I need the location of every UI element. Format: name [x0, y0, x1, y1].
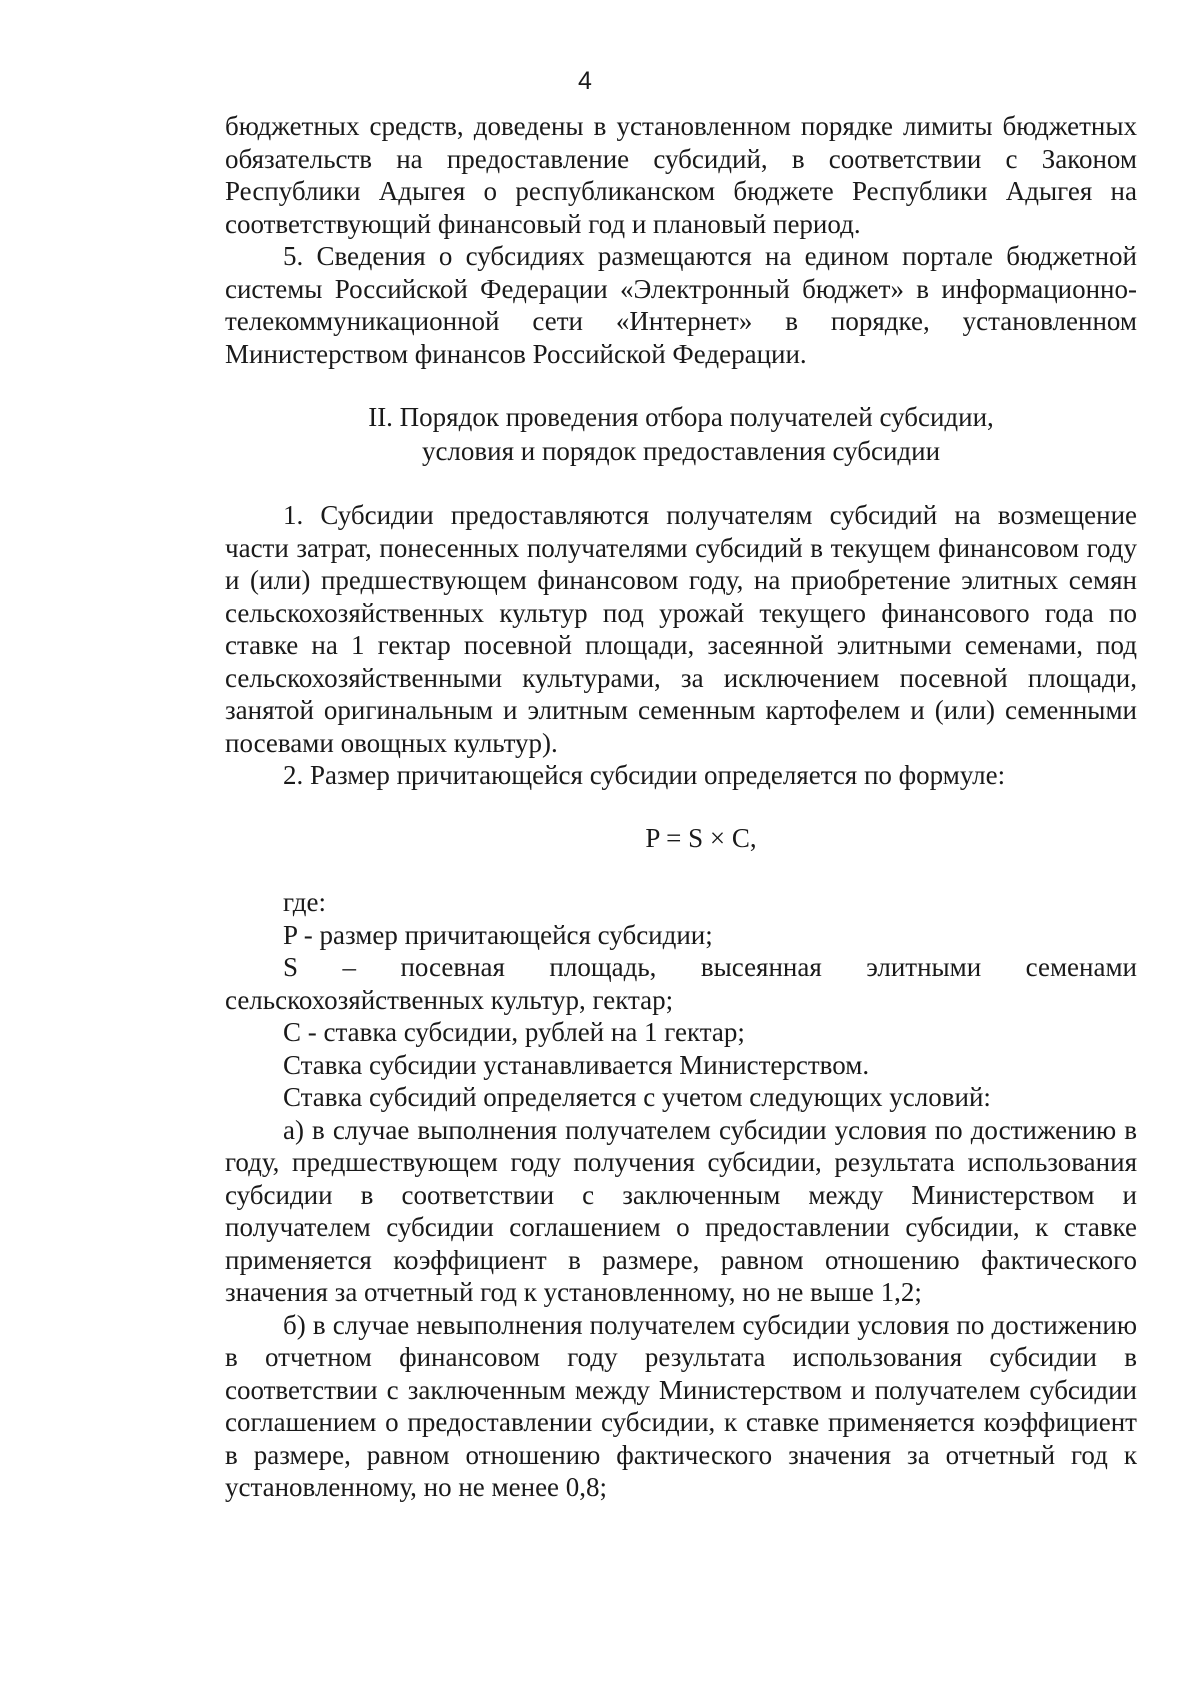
- definition-s-word: S: [283, 952, 299, 982]
- page-number: 4: [578, 67, 592, 95]
- section-paragraph-2: 2. Размер причитающейся субсидии определяется по формуле:: [283, 760, 1006, 790]
- section-heading-line-1: II. Порядок проведения отбора получателей субсидии,: [368, 402, 994, 432]
- definition-s-continuation: сельскохозяйственных культур, гектар;: [225, 984, 674, 1015]
- definition-s-word: семенами: [1025, 952, 1137, 982]
- document-body: [225, 110, 1137, 1504]
- section-heading-line-2: условия и порядок предоставления субсидии: [421, 436, 941, 466]
- definitions-where: где:: [283, 887, 326, 917]
- section-paragraph-1: 1. Субсидии предоставляются получателям субсидий на возмещение части затрат, понесенных получателями субсидий в текущем финансовом году и (или) предшествующем финансовом году, на приобретение элитных семян сельскохозяйственных культур под урожай текущего финансового года по ставке на 1 гектар посевной площади, засеянной элитными семенами, под сельскохозяйственными культурами, за исключением посевной площади, занятой оригинальным и элитным семенным картофелем и (или) семенными посевами овощных культур).: [225, 500, 1137, 758]
- condition-b: б) в случае невыполнения получателем субсидии условия по достижению в отчетном финансовом году результата использования субсидии в соответствии с заключенным между Министерством и получателем субсидии соглашением о предоставлении субсидии, к ставке применяется коэффициент в размере, равном отношению фактического значения за отчетный год к установленному, но не менее 0,8;: [225, 1309, 1137, 1502]
- paragraph-continuation: бюджетных средств, доведены в установленном порядке лимиты бюджетных обязательств на предоставление субсидий, в соответствии с Законом Республики Адыгея о республиканском бюджете Республики Адыгея на соответствующий финансовый год и плановый период.: [225, 111, 1137, 239]
- subsidy-formula: P = S × C,: [645, 822, 757, 853]
- definition-c: C - ставка субсидии, рублей на 1 гектар;: [283, 1017, 745, 1047]
- rate-conditions-intro: Ставка субсидий определяется с учетом следующих условий:: [283, 1082, 991, 1112]
- condition-a: а) в случае выполнения получателем субсидии условия по достижению в году, предшествующем году получения субсидии, результата использования субсидии в соответствии с заключенным между Министерством и получателем субсидии соглашением о предоставлении субсидии, к ставке применяется коэффициент в размере, равном отношению фактического значения за отчетный год к установленному, но не выше 1,2;: [225, 1114, 1137, 1307]
- definition-s-word: высеянная: [700, 952, 822, 982]
- definition-s-word: посевная: [400, 952, 505, 982]
- definition-s-line: [225, 951, 1137, 984]
- rate-set-statement: Ставка субсидии устанавливается Министерством.: [283, 1049, 870, 1080]
- definition-s-word: –: [342, 952, 356, 982]
- definition-s-word: площадь,: [549, 952, 657, 982]
- paragraph-5: 5. Сведения о субсидиях размещаются на едином портале бюджетной системы Российской Федерации «Электронный бюджет» в информационно-телекоммуникационной сети «Интернет» в порядке, установленном Министерством финансов Российской Федерации.: [225, 241, 1137, 369]
- definition-p: P - размер причитающейся субсидии;: [283, 919, 713, 950]
- definition-s-word: элитными: [866, 952, 982, 982]
